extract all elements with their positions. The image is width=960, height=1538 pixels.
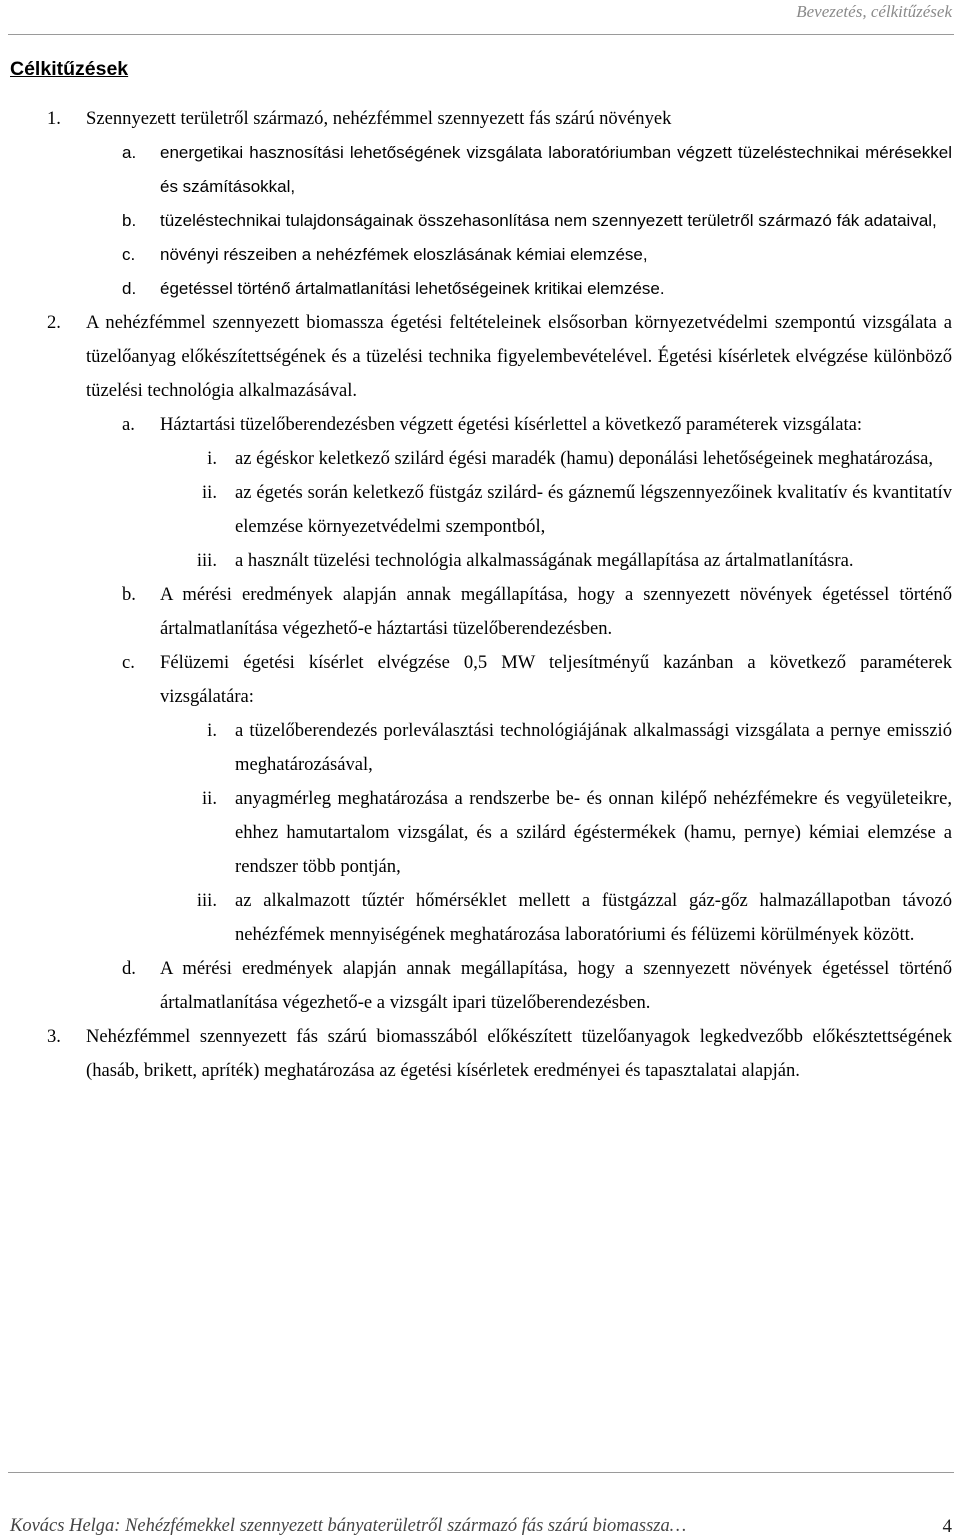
list-text: A mérési eredmények alapján annak megállapítása, hogy a szennyezett növények égetéssel történő ártalmatlanítása végezhető-e háztartási tüzelőberendezésben. [160,584,952,639]
list-item-1c [0,238,960,272]
list-number: 1. [47,108,61,129]
list-text: anyagmérleg meghatározása a rendszerbe be- és onnan kilépő nehézfémekre és vegyületeikre, ehhez hamutartalom vizsgálat, és a szilárd égéstermékek (hamu, pernye) kémiai elemzése a rendszer több pontján, [235,788,952,877]
list-item-1d [0,272,960,306]
header-divider [8,34,954,35]
list-text: az égéskor keletkező szilárd égési maradék (hamu) deponálási lehetőségeinek meghatározása, [235,448,933,469]
list-number: 2. [47,312,61,333]
list-item-1a [0,136,960,204]
list-text: Háztartási tüzelőberendezésben végzett égetési kísérlettel a következő paraméterek vizsgálata: [160,414,863,435]
list-number: c. [122,245,136,264]
list-text: tüzeléstechnikai tulajdonságainak összehasonlítása nem szennyezett területről származó fák adataival, [160,211,937,230]
footer-divider [8,1472,954,1473]
list-text: a tüzelőberendezés porleválasztási technológiájának alkalmassági vizsgálata a pernye emisszió meghatározásával, [235,720,952,775]
list-item-1 [0,102,960,136]
list-text: Félüzemi égetési kísérlet elvégzése 0,5 MW teljesítményű kazánban a következő paraméterek vizsgálatára: [160,652,952,707]
list-number: a. [122,143,137,162]
footer-citation: Kovács Helga: Nehézfémekkel szennyezett bányaterületről származó fás szárú biomassza… [10,1516,687,1536]
list-number: 3. [47,1026,61,1047]
list-item-2c [0,646,960,714]
list-number: ii. [202,482,217,503]
list-text: égetéssel történő ártalmatlanítási lehetőségeinek kritikai elemzése. [160,279,665,298]
list-item-2d [0,952,960,1020]
section-title: Célkitűzések [10,58,129,80]
list-text: energetikai hasznosítási lehetőségének vizsgálata laboratóriumban végzett tüzeléstechnikai mérésekkel és számításokkal, [160,143,952,196]
list-number: iii. [196,550,217,571]
list-text: az alkalmazott tűztér hőmérséklet mellett a füstgázzal gáz-gőz halmazállapotban távozó nehézfémek mennyiségének meghatározása laboratóriumi és félüzemi körülmények között. [235,890,952,945]
list-number: c. [122,652,135,673]
list-number: a. [122,414,135,435]
list-item-2c-ii [0,782,960,884]
list-number: d. [122,279,137,298]
page-number: 4 [942,1516,952,1537]
list-item-2c-iii [0,884,960,952]
list-item-2a-ii [0,476,960,544]
list-number: b. [122,584,136,605]
list-text: az égetés során keletkező füstgáz szilárd- és gáznemű légszennyezőinek kvalitatív és kvantitatív elemzése környezetvédelmi szempontból, [235,482,952,537]
list-item-3 [0,1020,960,1088]
list-text: növényi részeiben a nehézfémek eloszlásának kémiai elemzése, [160,245,648,264]
list-item-2b [0,578,960,646]
list-number: i. [207,720,217,741]
list-item-2a [0,408,960,442]
list-number: d. [122,958,136,979]
list-item-2 [0,306,960,408]
list-item-2c-i [0,714,960,782]
list-item-2a-iii [0,544,960,578]
list-number: i. [207,448,217,469]
list-item-2a-i [0,442,960,476]
objectives-list [0,102,960,1088]
list-number: iii. [196,890,217,911]
list-text: A nehézfémmel szennyezett biomassza égetési feltételeinek elsősorban környezetvédelmi szempontú vizsgálata a tüzelőanyag előkészítettségének és a tüzelési technika figyelembevételével. Égetési kísérletek elvégzése különböző tüzelési technológia alkalmazásával. [86,312,952,401]
running-header-title: Bevezetés, célkitűzések [796,2,952,21]
list-text: Szennyezett területről származó, nehézfémmel szennyezett fás szárú növények [86,108,672,129]
list-text: a használt tüzelési technológia alkalmasságának megállapítása az ártalmatlanításra. [235,550,854,571]
list-text: A mérési eredmények alapján annak megállapítása, hogy a szennyezett növények égetéssel történő ártalmatlanítása végezhető-e a vizsgált ipari tüzelőberendezésben. [160,958,952,1013]
list-number: ii. [202,788,217,809]
list-text: Nehézfémmel szennyezett fás szárú biomasszából előkészített tüzelőanyagok legkedvezőbb előkésztettségének (hasáb, brikett, apríték) meghatározása az égetési kísérletek eredményei és tapasztalatai alapján. [86,1026,952,1081]
list-number: b. [122,211,137,230]
list-item-1b [0,204,960,238]
